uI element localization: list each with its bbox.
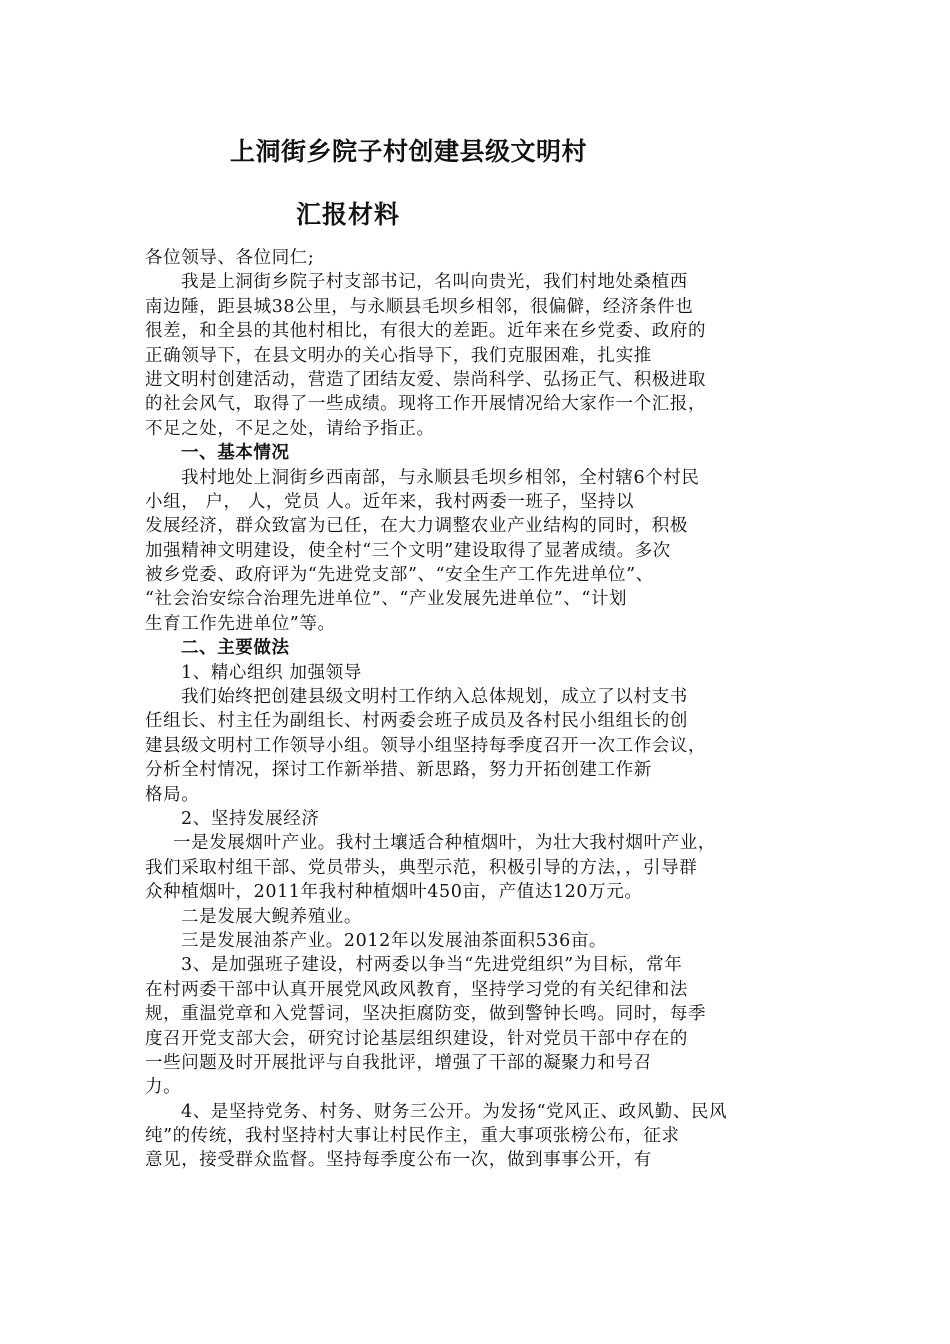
document-body [145,246,835,1173]
paragraph-line: 任组长、村主任为副组长、村两委会班子成员及各村民小组组长的创 [145,711,688,732]
document-title-line-1: 上洞街乡院子村创建县级文明村 [230,137,588,166]
paragraph-line: 纯”的传统，我村坚持村大事让村民作主，重大事项张榜公布，征求 [145,1126,680,1147]
subheading-line: 1、精心组织 加强领导 [181,662,362,683]
paragraph-line: 的社会风气，取得了一些成绩。现将工作开展情况给大家作一个汇报， [145,394,707,415]
paragraph-line: 三是发展油茶产业。2012年以发展油茶面积536亩。 [181,930,608,951]
paragraph-line: 我们始终把创建县级文明村工作纳入总体规划，成立了以村支书 [181,687,688,708]
salutation: 各位领导、各位同仁; [145,248,315,268]
paragraph-line: 二是发展大鲵养殖业。 [181,906,362,927]
paragraph-line: 格局。 [145,784,200,805]
paragraph-line: 众种植烟叶，2011年我村种植烟叶450亩，产值达120万元。 [145,882,643,903]
paragraph-line: 一是发展烟叶产业。我村土壤适合种植烟叶，为壮大我村烟叶产业， [173,833,716,854]
paragraph-line: 正确领导下，在县文明办的关心指导下，我们克服困难，扎实推 [145,345,652,366]
paragraph-line: 加强精神文明建设，使全村“三个文明”建设取得了显著成绩。多次 [145,540,671,561]
paragraph-line: 被乡党委、政府评为“先进党支部”、“安全生产工作先进单位”、 [145,565,654,586]
paragraph-line: 规，重温党章和入党誓词，坚决拒腐防变，做到警钟长鸣。同时，每季 [145,1004,707,1025]
paragraph-line: 建县级文明村工作领导小组。领导小组坚持每季度召开一次工作会议， [145,735,707,756]
paragraph-line: 南边陲，距县城38公里，与永顺县毛坝乡相邻，很偏僻，经济条件也 [145,296,694,317]
paragraph-line: 我村地处上洞街乡西南部，与永顺县毛坝乡相邻，全村辖6个村民 [181,467,700,488]
document-title-line-2: 汇报材料 [296,200,401,229]
paragraph-line: 很差，和全县的其他村相比，有很大的差距。近年来在乡党委、政府的 [145,321,707,342]
paragraph-line: 在村两委干部中认真开展党风政风教育，坚持学习党的有关纪律和法 [145,979,688,1000]
paragraph-line: 力。 [145,1077,182,1098]
paragraph-line: 我们采取村组干部、党员带头，典型示范，积极引导的方法，，引导群 [145,857,698,878]
paragraph-line: 一些问题及时开展批评与自我批评，增强了干部的凝聚力和号召 [145,1052,652,1073]
paragraph-line: 我是上洞街乡院子村支部书记，名叫向贵光，我们村地处桑植西 [181,272,688,293]
section-heading-basic-situation: 一、基本情况 [181,443,290,464]
subheading-line: 2、坚持发展经济 [181,808,320,829]
paragraph-line: 分析全村情况，探讨工作新举措、新思路，努力开拓创建工作新 [145,760,652,781]
paragraph-line: 意见，接受群众监督。坚持每季度公布一次，做到事事公开，有 [145,1150,652,1171]
paragraph-line: “社会治安综合治理先进单位”、“产业发展先进单位”、“计划 [145,589,628,610]
paragraph-line: 不足之处，不足之处，请给予指正。 [145,418,435,439]
paragraph-line: 生育工作先进单位”等。 [145,613,336,634]
paragraph-line: 4、是坚持党务、村务、财务三公开。为发扬“党风正、政风勤、民风 [181,1101,728,1122]
paragraph-line: 度召开党支部大会，研究讨论基层组织建设，针对党员干部中存在的 [145,1028,688,1049]
paragraph-line: 3、是加强班子建设，村两委以争当“先进党组织”为目标，常年 [181,955,683,976]
paragraph-line: 发展经济，群众致富为已任，在大力调整农业产业结构的同时，积极 [145,516,688,537]
section-heading-main-practices: 二、主要做法 [181,638,290,659]
paragraph-line: 进文明村创建活动，营造了团结友爱、崇尚科学、弘扬正气、积极进取 [145,369,707,390]
paragraph-line: 小组， 户， 人，党员 人。近年来，我村两委一班子，坚持以 [145,491,635,512]
